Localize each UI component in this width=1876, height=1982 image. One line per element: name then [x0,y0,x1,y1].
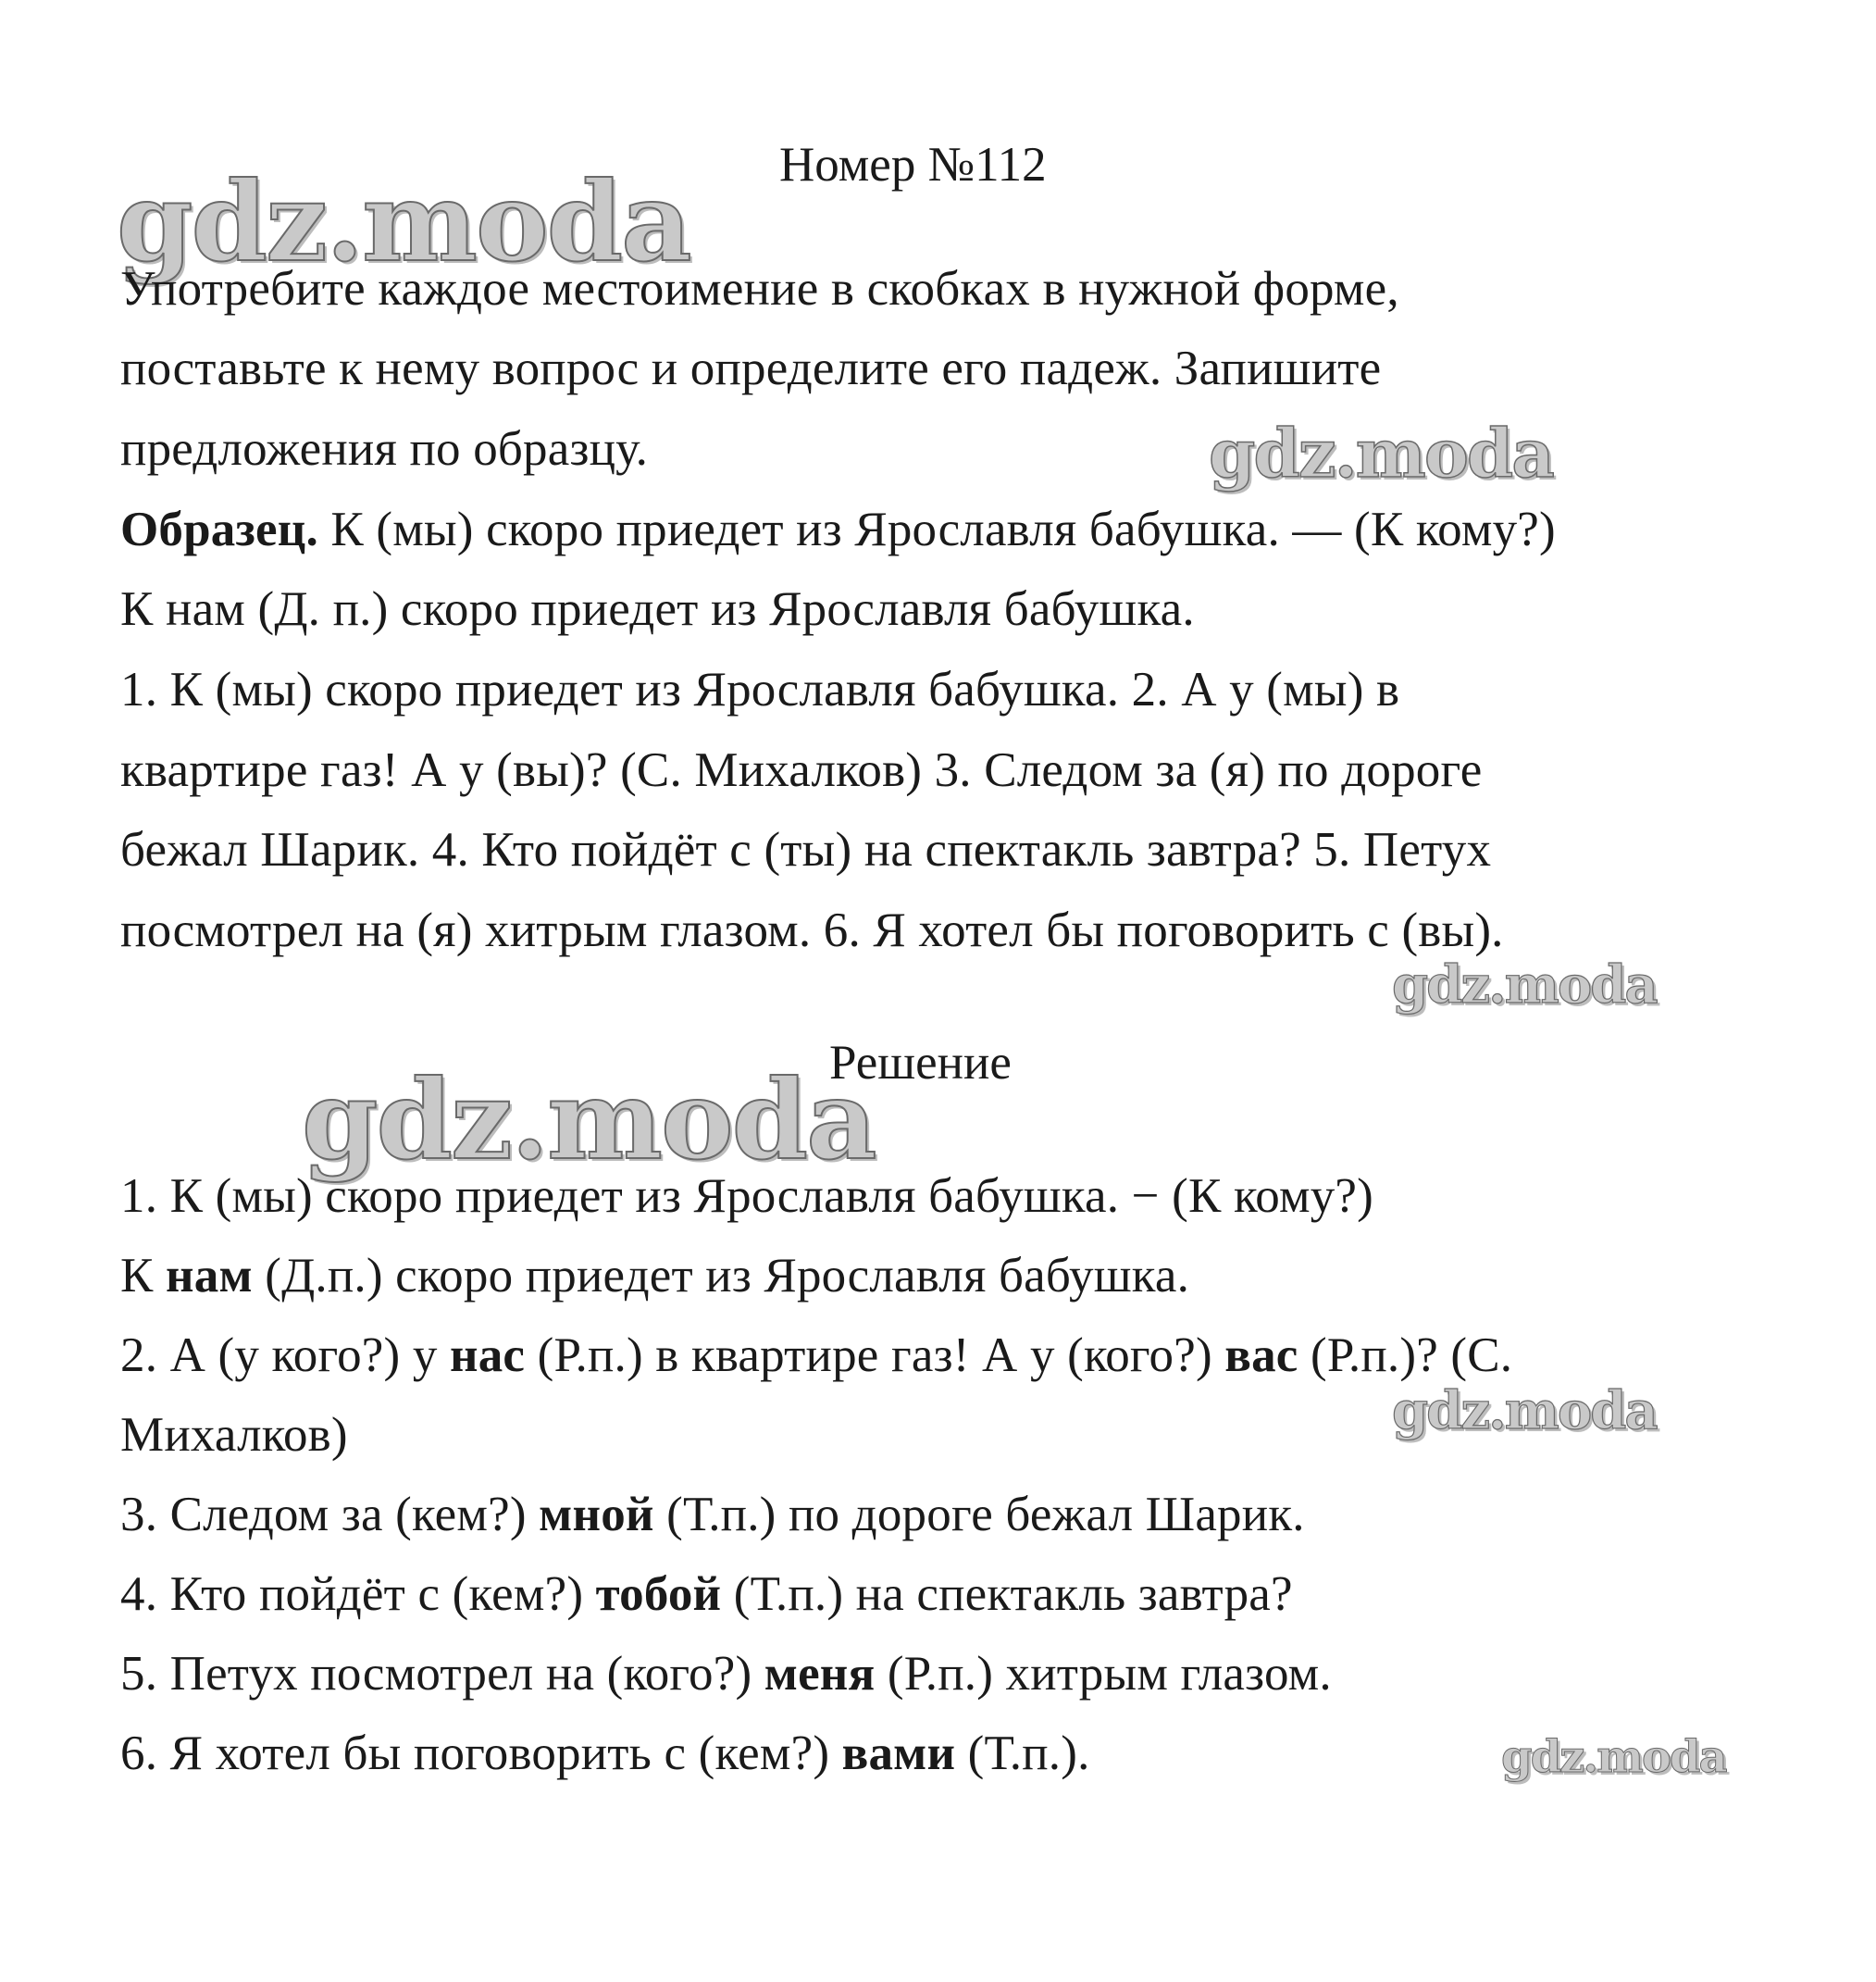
task-text-line: Употребите каждое местоимение в скобках в нужной форме, [120,262,1399,316]
solution-line [120,1248,1189,1303]
answer-pronoun: нас [449,1328,526,1382]
page-title: Номер №112 [779,138,1047,192]
answer-pronoun: тобой [595,1567,722,1621]
solution-text: 6. Я хотел бы поговорить с (кем?) [120,1726,842,1780]
solution-text: 2. А (у кого?) у [120,1328,450,1382]
solution-heading: Решение [829,1036,1012,1090]
solution-line [120,1328,1512,1383]
solution-text: (Т.п.). [955,1726,1090,1780]
sample-label: Образец. [120,503,318,556]
watermark-logo: gdz.moda [1209,414,1553,492]
solution-line [120,1646,1332,1702]
solution-line [120,1726,1090,1781]
solution-text: (Т.п.) на спектакль завтра? [721,1567,1293,1621]
task-items-line: 1. К (мы) скоро приедет из Ярославля бабушка. 2. А у (мы) в [120,663,1400,717]
solution-line: 1. К (мы) скоро приедет из Ярославля бабушка. − (К кому?) [120,1169,1373,1223]
answer-pronoun: нам [166,1249,253,1303]
solution-text: К [120,1249,167,1303]
solution-text: 4. Кто пойдёт с (кем?) [120,1567,596,1621]
watermark-logo: gdz.moda [302,1055,876,1184]
answer-pronoun: меня [764,1647,876,1701]
answer-pronoun: вас [1224,1328,1298,1382]
answer-pronoun: мной [539,1488,654,1541]
task-items-line: бежал Шарик. 4. Кто пойдёт с (ты) на спектакль завтра? 5. Петух [120,823,1492,877]
solution-text: 5. Петух посмотрел на (кого?) [120,1647,764,1701]
solution-text: (Р.п.) хитрым глазом. [875,1647,1332,1701]
solution-text: 3. Следом за (кем?) [120,1488,540,1541]
task-items-line: квартире газ! А у (вы)? (С. Михалков) 3. Следом за (я) по дороге [120,743,1483,797]
watermark-logo: gdz.moda [117,157,690,286]
task-text-line: поставьте к нему вопрос и определите его падеж. Запишите [120,342,1382,395]
solution-text: (Д.п.) скоро приедет из Ярославля бабушка. [252,1249,1190,1303]
task-items-line: посмотрел на (я) хитрым глазом. 6. Я хотел бы поговорить с (вы). [120,904,1504,957]
watermark-logo: gdz.moda [1392,954,1657,1016]
sample-text: К (мы) скоро приедет из Ярославля бабушка. — (К кому?) [317,503,1556,556]
solution-line: Михалков) [120,1408,348,1462]
solution-line [120,1566,1293,1622]
task-text-line: предложения по образцу. [120,422,649,476]
watermark-logo: gdz.moda [1392,1380,1657,1441]
solution-text: (Р.п.)? (С. [1298,1328,1513,1382]
solution-text: (Р.п.) в квартире газ! А у (кого?) [525,1328,1225,1382]
solution-text: (Т.п.) по дороге бежал Шарик. [653,1488,1305,1541]
watermark-logo: gdz.moda [1501,1731,1726,1783]
sample-line-2: К нам (Д. п.) скоро приедет из Ярославля бабушка. [120,582,1195,636]
solution-line [120,1487,1305,1542]
answer-pronoun: вами [841,1726,956,1780]
sample-line [120,502,1556,557]
